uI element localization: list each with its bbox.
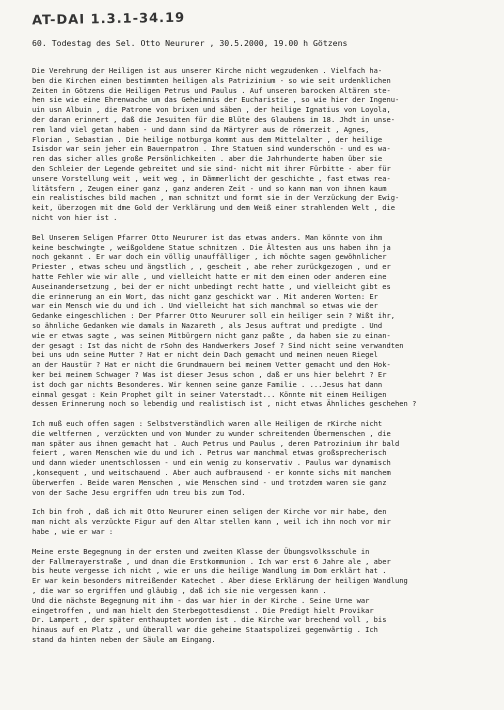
archive-stamp: AT-DAI 1.3.1-34.19 [31,10,186,29]
paragraph-3: Ich muß euch offen sagen : Selbstverständlich waren alle Heiligen de rKirche nicht die weltfernen , verzückten und von Wunder zu wunder schreitenden Übermenschen , die man später aus ihnen gemacht hat . Auch Petrus und Paulus , deren Patrozinium ihr bald feiert , waren Menschen wie du und ich . Petrus war manchmal etwas großsprecherisch und dann wieder unentschlossen - und ein wenig zu konservativ . Paulus war dynamisch ,konsequent , und weitschauend . Aber auch aufbrausend - er konnte sichs mit manchem überwerfen . Beide waren Menschen , wie Menschen sind - und trotzdem waren sie ganz von der Sache Jesu ergriffen udn treu bis zum Tod. [32,419,400,497]
paragraph-1: Die Verehrung der Heiligen ist aus unserer Kirche nicht wegzudenken . Vielfach ha- ben die Kirchen einen bestimmten heiligen als Patrizinium - so wie seit urdenklichen Zeiten in Götzens die Heiligen Petrus und Paulus . Auf unseren barocken Altären ste- hen sie wie eine Ehrenwache um das Geheimnis der Eucharistie , so wie hier der Ingenu- uin usn Albuin , die Patrone von brixen und säben , der heilige Ignatius von Loyola, der daran erinnert , daß die Jesuiten für die Blüte des Glaubens im 18. Jhdt in unse- rem land viel getan haben - und dann sind da Märtyrer aus de römerzeit , Agnes, Florian , Sebastian . Die heilige notburga kommt aus dem Mittelalter , der heilige Isisdor war sein jeher ein Bauernpatron . Ihre Statuen sind wunderschön - und es wa- ren das sicher alles große Persönlichkeiten . aber die Jahrhunderte haben über sie den Schleier der Legende gebreitet und sie sind- nicht mit ihrer Fürbitte - aber für unsere Vorstellung weit , weit weg , in Dämmerlicht der geschichte , fast etwas rea- litätsfern , Zeugen einer ganz , ganz anderen Zeit - und so kann man von ihnen kaum ein realistisches bild machen , man schnitzt und formt sie in der Verzückung der Ewig- keit, überzogen mit dme Gold der Verklärung und dem Weiß einer strahlenden Welt , die nicht von hier ist . [32,66,400,222]
document-heading: 60. Todestag des Sel. Otto Neururer , 30.5.2000, 19.00 h Götzens [32,38,348,48]
document-body [32,66,492,655]
paragraph-4: Ich bin froh , daß ich mit Otto Neururer einen seligen der Kirche vor mir habe, den man nicht als verzückte Figur auf den Altar stellen kann , weil ich ihn noch vor mir habe , wie er war : [32,507,391,537]
paragraph-2: Bel Unserem Seligen Pfarrer Otto Neururer ist das etwas anders. Man könnte von ihm keine beschwingte , weißgoldene Statue schnitzen . Die Ältesten aus uns haben ihn ja noch gekannt . Er war doch ein völlig unauffälliger , ich möchte sagen gewöhnlicher Priester , etwas scheu und ängstlich , , gescheit , abe reher zurückgezogen , und er hatte Fehler wie wir alle , und vielleicht hatte er mit dem einen oder anderen eine Auseinandersetzung , bei der er nicht unbedingt recht hatte , und vielleicht gibt es die erinnerung an ein Wort, das nicht ganz geschickt war . Mit anderen Worten: Er war ein Mensch wie du und ich . Und vielleicht hat sich manchmal so etwas wie der Gedanke eingeschlichen : Der Pfarrer Otto Neururer soll ein heiliger sein ? Wißt ihr, so ähnliche Gedanken wie damals in Nazareth , als Jesus auftrat und predigte . Und wie er etwas sagte , was seinen Mitbürgern nicht ganz paßte , da haben sie zu einan- der gesagt : Ist das nicht de rSohn des Handwerkers Josef ? Sind nicht seine verwandten bei uns udn seine Mutter ? Hat er nicht dein Dach gemacht und meinen neuen Riegel an der Haustür ? Hat er nicht die Grundmauern bei meinem Vetter gemacht und den Hok- ker bei meinem Schwager ? Was ist dieser Jesus schon , daß er uns hier belehrt ? Er ist doch gar nichts Besonderes. Wir kennen seine ganze Familie . ...Jesus hat dann einmal gesgat : Kein Prophet gilt in seiner Vaterstadt... Könnte mit einem Heiligen dessen Erinnerung noch so lebendig und realistisch ist , nicht etwas Ähnliches geschehen ? [32,232,417,409]
paragraph-5: Meine erste Begegnung in der ersten und zweiten Klasse der Übungsvolksschule in der Fallmerayerstraße , und dnan die Erstkommunion . Ich war erst 6 Jahre ale , aber bis heute vergesse ich nicht , wie er uns die heilige Wandlung im Dom erklärt hat . Er war kein besonders mitreißender Katechet . Aber diese Erklärung der heiligen Wandlung , die war so ergriffen und gläubig , daß ich sie nie vergessen kann . Und die nächste Begegnung mit ihm - das war hier in der Kirche . Seine Urne war eingetroffen , und man hielt den Sterbegottesdienst . Die Predigt hielt Provikar Dr. Lampert , der später enthauptet worden ist . die Kirche war brechend voll , bis hinaus auf en Platz , und überall war die geheime Staatspolizei gegenwärtig . Ich stand da hinten neben der Säule am Eingang. [32,546,408,645]
